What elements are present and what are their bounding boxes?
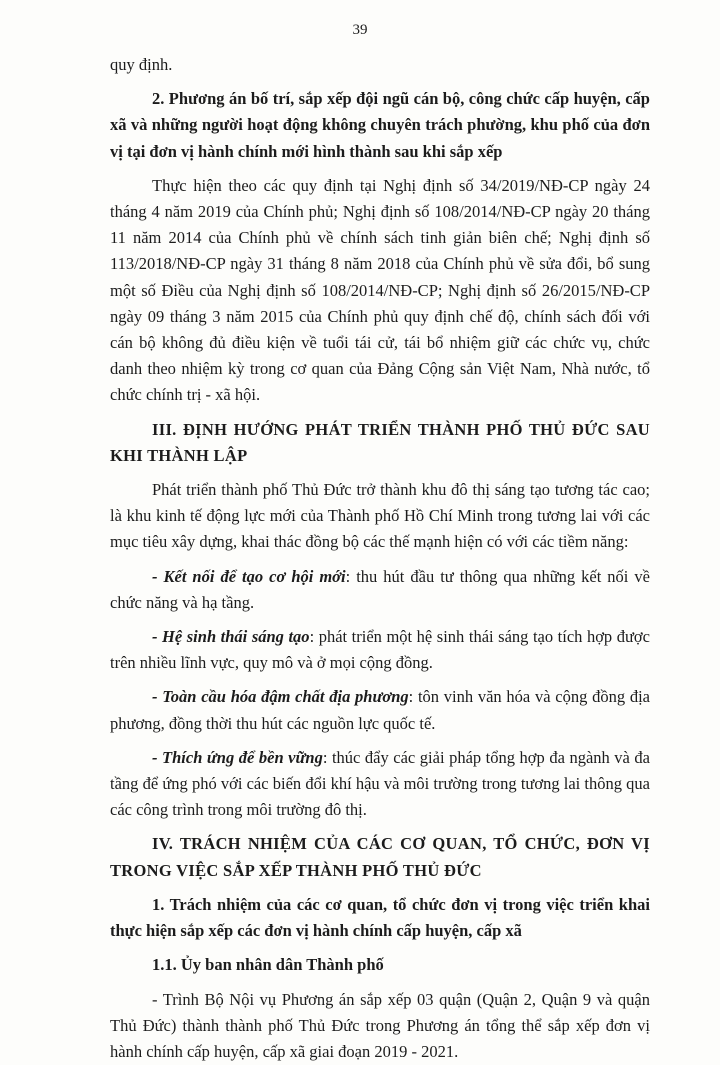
section-heading-iii: III. ĐỊNH HƯỚNG PHÁT TRIỂN THÀNH PHỐ THỦ ĐỨC SAU KHI THÀNH LẬP: [110, 417, 650, 469]
bullet-term: - Toàn cầu hóa đậm chất địa phương: [152, 687, 409, 706]
section-heading-iv: IV. TRÁCH NHIỆM CỦA CÁC CƠ QUAN, TỔ CHỨC, ĐƠN VỊ TRONG VIỆC SẮP XẾP THÀNH PHỐ THỦ ĐỨC: [110, 831, 650, 883]
bullet-term: - Kết nối để tạo cơ hội mới: [152, 567, 346, 586]
page-number: 39: [0, 22, 720, 39]
paragraph-decrees: Thực hiện theo các quy định tại Nghị định số 34/2019/NĐ-CP ngày 24 tháng 4 năm 2019 của Chính phủ; Nghị định số 108/2014/NĐ-CP ngày 20 tháng 11 năm 2014 của Chính phủ về chính sách tinh giản biên chế; Nghị định số 113/2018/NĐ-CP ngày 31 tháng 8 năm 2018 của Chính phủ về sửa đổi, bổ sung một số Điều của Nghị định số 108/2014/NĐ-CP; Nghị định số 26/2015/NĐ-CP ngày 09 tháng 3 năm 2015 của Chính phủ quy định chế độ, chính sách đối với cán bộ không đủ điều kiện về tuổi tái cử, tái bổ nhiệm giữ các chức vụ, chức danh theo nhiệm kỳ trong cơ quan của Đảng Cộng sản Việt Nam, Nhà nước, tổ chức chính trị - xã hội.: [110, 173, 650, 409]
bullet-term: - Hệ sinh thái sáng tạo: [152, 627, 310, 646]
bullet-text: : phát triển một hệ sinh thái sáng tạo tích hợp được trên nhiều lĩnh vực, quy mô và ở mọi cộng đồng.: [110, 627, 650, 672]
bullet-globalization: [110, 684, 650, 736]
subsection-heading-1: 1. Trách nhiệm của các cơ quan, tổ chức đơn vị trong việc triển khai thực hiện sắp xếp các đơn vị hành chính cấp huyện, cấp xã: [110, 892, 650, 944]
bullet-connect: [110, 564, 650, 616]
paragraph-ministry-submission: - Trình Bộ Nội vụ Phương án sắp xếp 03 quận (Quận 2, Quận 9 và quận Thủ Đức) thành thành phố Thủ Đức trong Phương án tổng thể sắp xếp đơn vị hành chính cấp huyện, cấp xã giai đoạn 2019 - 2021.: [110, 987, 650, 1065]
bullet-sustainability: [110, 745, 650, 824]
page-body: [110, 52, 650, 1065]
bullet-ecosystem: [110, 624, 650, 676]
bullet-text: : tôn vinh văn hóa và cộng đồng địa phương, đồng thời thu hút các nguồn lực quốc tế.: [110, 687, 650, 732]
subsection-heading-1-1: 1.1. Ủy ban nhân dân Thành phố: [110, 952, 650, 978]
subsection-heading-2: 2. Phương án bố trí, sắp xếp đội ngũ cán bộ, công chức cấp huyện, cấp xã và những người hoạt động không chuyên trách phường, khu phố của đơn vị tại đơn vị hành chính mới hình thành sau khi sắp xếp: [110, 86, 650, 165]
bullet-text: : thúc đẩy các giải pháp tổng hợp đa ngành và đa tầng để ứng phó với các biến đổi khí hậu và môi trường trong tương lai thông qua các công trình trong môi trường đô thị.: [110, 748, 650, 819]
bullet-term: - Thích ứng để bền vững: [152, 748, 323, 767]
paragraph-continuation: quy định.: [110, 52, 650, 78]
paragraph-development-orientation: Phát triển thành phố Thủ Đức trở thành khu đô thị sáng tạo tương tác cao; là khu kinh tế động lực mới của Thành phố Hồ Chí Minh trong tương lai với các mục tiêu xây dựng, khai thác đồng bộ các thế mạnh hiện có với các tiềm năng:: [110, 477, 650, 556]
bullet-text: : thu hút đầu tư thông qua những kết nối về chức năng và hạ tầng.: [110, 567, 650, 612]
